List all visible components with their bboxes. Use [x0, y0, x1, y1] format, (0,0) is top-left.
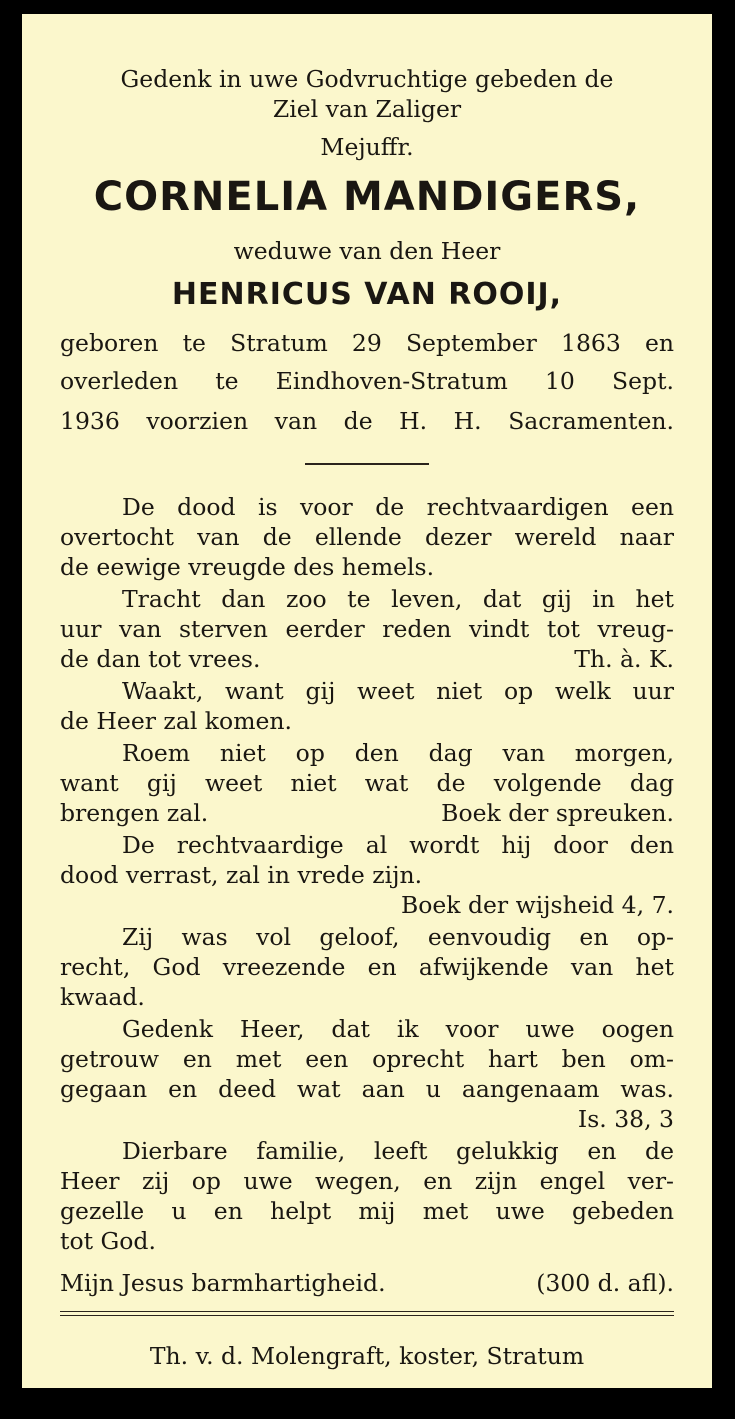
text-line: tot God.: [60, 1227, 156, 1255]
closing-line: [60, 1268, 674, 1298]
text-line: want gij weet niet wat de volgende dag: [60, 769, 674, 797]
title-honorific: Mejuffr.: [320, 133, 414, 161]
citation: Th. à. K.: [574, 645, 674, 673]
citation: Is. 38, 3: [577, 1105, 674, 1133]
text-line: getrouw en met een oprecht hart ben om-: [60, 1045, 674, 1073]
prayer: Mijn Jesus barmhartigheid.: [60, 1269, 386, 1297]
widow-of-line: weduwe van den Heer: [233, 237, 501, 265]
text-line: dood verrast, zal in vrede zijn.: [60, 861, 423, 889]
text-line: overtocht van de ellende dezer wereld naar: [60, 523, 674, 551]
memorial-card: [22, 14, 712, 1388]
text-line: kwaad.: [60, 983, 145, 1011]
husband-name: HENRICUS VAN ROOIJ,: [171, 277, 563, 312]
text-line: gegaan en deed wat aan u aangenaam was.: [60, 1075, 674, 1103]
text-line: Zij was vol geloof, eenvoudig en op-: [122, 923, 674, 951]
text-line: de eewige vreugde des hemels.: [60, 553, 435, 581]
text-line: recht, God vreezende en afwijkende van het: [60, 953, 674, 981]
intro-line: Gedenk in uwe Godvruchtige gebeden de: [120, 65, 614, 93]
text-line: Tracht dan zoo te leven, dat gij in het: [122, 585, 674, 613]
divider: [305, 463, 429, 465]
text-line: Heer zij op uwe wegen, en zijn engel ver-: [60, 1167, 674, 1195]
text-line: De rechtvaardige al wordt hij door den: [122, 831, 674, 859]
intro-line: Ziel van Zaliger: [272, 95, 462, 123]
text-line: Waakt, want gij weet niet op welk uur: [122, 677, 674, 705]
indulgence: (300 d. afl).: [536, 1269, 674, 1297]
text-line: De dood is voor de rechtvaardigen een: [122, 493, 674, 521]
details-line: overleden te Eindhoven-Stratum 10 Sept.: [60, 367, 674, 395]
text-line: Dierbare familie, leeft gelukkig en de: [122, 1137, 674, 1165]
divider: [60, 1311, 674, 1312]
details-line: geboren te Stratum 29 September 1863 en: [60, 329, 674, 357]
deceased-name: CORNELIA MANDIGERS,: [93, 174, 641, 220]
text-line: Roem niet op den dag van morgen,: [122, 739, 674, 767]
divider: [60, 1315, 674, 1316]
text-line: [60, 644, 674, 674]
text-line: brengen zal.: [60, 799, 209, 827]
text-line: Gedenk Heer, dat ik voor uwe oogen: [122, 1015, 674, 1043]
text-line: de Heer zal komen.: [60, 707, 292, 735]
citation: Boek der spreuken.: [441, 799, 674, 827]
printer-line: Th. v. d. Molengraft, koster, Stratum: [149, 1342, 585, 1370]
citation: Boek der wijsheid 4, 7.: [400, 891, 674, 919]
text-line: uur van sterven eerder reden vindt tot vreug-: [60, 615, 674, 643]
text-line: de dan tot vrees.: [60, 645, 261, 673]
details-line: 1936 voorzien van de H. H. Sacramenten.: [60, 407, 674, 435]
text-line: gezelle u en helpt mij met uwe gebeden: [60, 1197, 674, 1225]
text-line: [60, 798, 674, 828]
